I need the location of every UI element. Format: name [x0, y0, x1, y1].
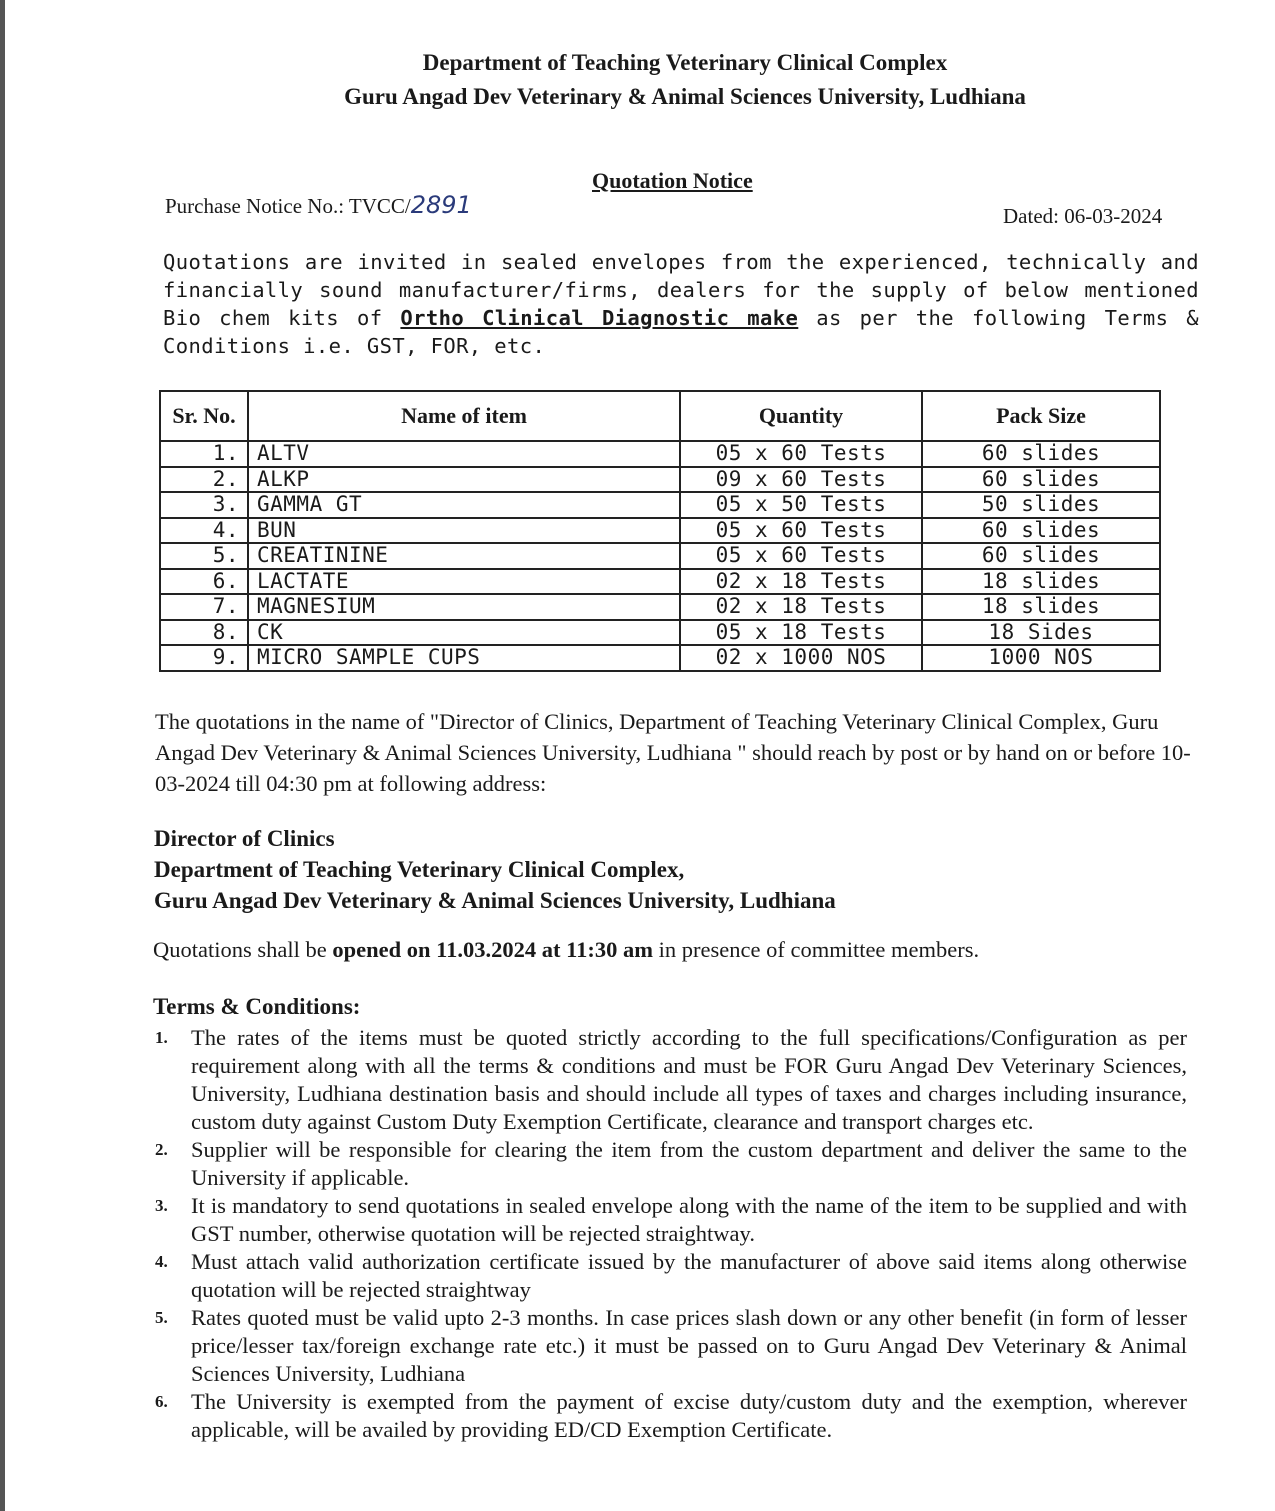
opening-date-bold: opened on 11.03.2024 at 11:30 am — [332, 937, 654, 962]
cell-quantity: 05 x 60 Tests — [680, 441, 922, 467]
term-text: Rates quoted must be valid upto 2-3 months. In case prices slash down or any other benefit (in form of lesser price/lesser tax/foreign exchange rate etc.) it must be passed on to Guru Angad Dev Veterinary & Animal Sciences University, Ludhiana — [191, 1305, 1187, 1386]
cell-pack-size: 50 slides — [922, 492, 1160, 518]
cell-sr: 6. — [160, 569, 248, 595]
cell-quantity: 09 x 60 Tests — [680, 467, 922, 493]
term-number: 5. — [155, 1308, 168, 1327]
cell-quantity: 05 x 18 Tests — [680, 620, 922, 646]
col-header-quantity: Quantity — [680, 391, 922, 441]
address-block — [154, 823, 836, 916]
table-row — [160, 543, 1160, 569]
table-row — [160, 620, 1160, 646]
intro-paragraph — [163, 248, 1199, 360]
cell-quantity: 05 x 50 Tests — [680, 492, 922, 518]
cell-quantity: 05 x 60 Tests — [680, 543, 922, 569]
faint-stamp-mark — [285, 105, 299, 157]
cell-quantity: 02 x 1000 NOS — [680, 645, 922, 671]
col-header-sr: Sr. No. — [160, 391, 248, 441]
term-item — [155, 1136, 1187, 1192]
cell-quantity: 02 x 18 Tests — [680, 594, 922, 620]
cell-quantity: 02 x 18 Tests — [680, 569, 922, 595]
table-row — [160, 441, 1160, 467]
terms-list — [155, 1024, 1187, 1444]
cell-name: MICRO SAMPLE CUPS — [248, 645, 680, 671]
cell-name: MAGNESIUM — [248, 594, 680, 620]
header-department: Department of Teaching Veterinary Clinical Complex — [422, 50, 948, 75]
table-row — [160, 492, 1160, 518]
term-text: It is mandatory to send quotations in sealed envelope along with the name of the item to be supplied and with GST number, otherwise quotation will be rejected straightway. — [191, 1193, 1187, 1246]
table-row — [160, 594, 1160, 620]
handwritten-notice-number: 2891 — [410, 191, 472, 219]
header-university: Guru Angad Dev Veterinary & Animal Sciences University, Ludhiana — [344, 84, 1026, 109]
cell-sr: 2. — [160, 467, 248, 493]
col-header-pack-size: Pack Size — [922, 391, 1160, 441]
term-number: 3. — [155, 1196, 168, 1215]
term-number: 4. — [155, 1252, 168, 1271]
term-item — [155, 1388, 1187, 1444]
term-text: Supplier will be responsible for clearing the item from the custom department and deliver the same to the University if applicable. — [191, 1137, 1187, 1190]
cell-sr: 8. — [160, 620, 248, 646]
term-text: The University is exempted from the payment of excise duty/custom duty and the exemption, wherever applicable, will be availed by providing ED/CD Exemption Certificate. — [191, 1389, 1187, 1442]
term-item — [155, 1024, 1187, 1136]
cell-name: GAMMA GT — [248, 492, 680, 518]
table-header-row — [160, 391, 1160, 441]
term-number: 6. — [155, 1392, 168, 1411]
cell-pack-size: 60 slides — [922, 543, 1160, 569]
cell-pack-size: 60 slides — [922, 518, 1160, 544]
opening-statement — [153, 937, 979, 963]
cell-pack-size: 18 Sides — [922, 620, 1160, 646]
submission-paragraph: The quotations in the name of "Director of Clinics, Department of Teaching Veterinary Clinical Complex, Guru Angad Dev Veterinary & Animal Sciences University, Ludhiana " should reach by post or by hand on or before 10-03-2024 till 04:30 pm at following address: — [155, 709, 1191, 796]
intro-text-after: as per the following Terms & Conditions i.e. GST, FOR, etc. — [163, 306, 1199, 358]
cell-name: ALKP — [248, 467, 680, 493]
notice-title: Quotation Notice — [592, 168, 753, 193]
cell-pack-size: 60 slides — [922, 441, 1160, 467]
cell-pack-size: 1000 NOS — [922, 645, 1160, 671]
purchase-notice-number — [165, 191, 472, 219]
cell-sr: 3. — [160, 492, 248, 518]
opening-text-after: in presence of committee members. — [653, 937, 980, 962]
address-line-2: Department of Teaching Veterinary Clinical Complex, — [154, 857, 685, 882]
cell-name: CREATININE — [248, 543, 680, 569]
address-line-3: Guru Angad Dev Veterinary & Animal Sciences University, Ludhiana — [154, 888, 836, 913]
notice-date: Dated: 06-03-2024 — [1003, 204, 1163, 228]
intro-make-emphasis: Ortho Clinical Diagnostic make — [400, 306, 799, 330]
col-header-name: Name of item — [248, 391, 680, 441]
table-row — [160, 518, 1160, 544]
purchase-notice-prefix: Purchase Notice No.: TVCC/ — [165, 194, 411, 218]
term-item — [155, 1248, 1187, 1304]
cell-sr: 7. — [160, 594, 248, 620]
opening-text-before: Quotations shall be — [153, 937, 333, 962]
cell-pack-size: 60 slides — [922, 467, 1160, 493]
address-line-1: Director of Clinics — [154, 826, 335, 851]
cell-pack-size: 18 slides — [922, 569, 1160, 595]
cell-sr: 9. — [160, 645, 248, 671]
table-row — [160, 645, 1160, 671]
term-text: Must attach valid authorization certificate issued by the manufacturer of above said items along otherwise quotation will be rejected straightway — [191, 1249, 1187, 1302]
cell-name: LACTATE — [248, 569, 680, 595]
items-table — [159, 390, 1161, 672]
term-number: 2. — [155, 1140, 168, 1159]
intro-text-before: Quotations are invited in sealed envelopes from the experienced, technically and financially sound manufacturer/firms, dealers for the supply of below mentioned Bio chem kits of — [163, 250, 1199, 330]
terms-title: Terms & Conditions: — [153, 994, 361, 1019]
table-row — [160, 467, 1160, 493]
cell-sr: 5. — [160, 543, 248, 569]
scan-edge — [0, 0, 5, 1511]
cell-quantity: 05 x 60 Tests — [680, 518, 922, 544]
cell-name: BUN — [248, 518, 680, 544]
cell-pack-size: 18 slides — [922, 594, 1160, 620]
term-item — [155, 1192, 1187, 1248]
cell-sr: 4. — [160, 518, 248, 544]
cell-sr: 1. — [160, 441, 248, 467]
term-item — [155, 1304, 1187, 1388]
term-number: 1. — [155, 1028, 168, 1047]
cell-name: CK — [248, 620, 680, 646]
term-text: The rates of the items must be quoted strictly according to the full specifications/Configuration as per requirement along with all the terms & conditions and must be FOR Guru Angad Dev Veterinary Sciences, University, Ludhiana destination basis and should include all types of taxes and charges including insurance, custom duty against Custom Duty Exemption Certificate, clearance and transport charges etc. — [191, 1025, 1187, 1134]
table-row — [160, 569, 1160, 595]
cell-name: ALTV — [248, 441, 680, 467]
